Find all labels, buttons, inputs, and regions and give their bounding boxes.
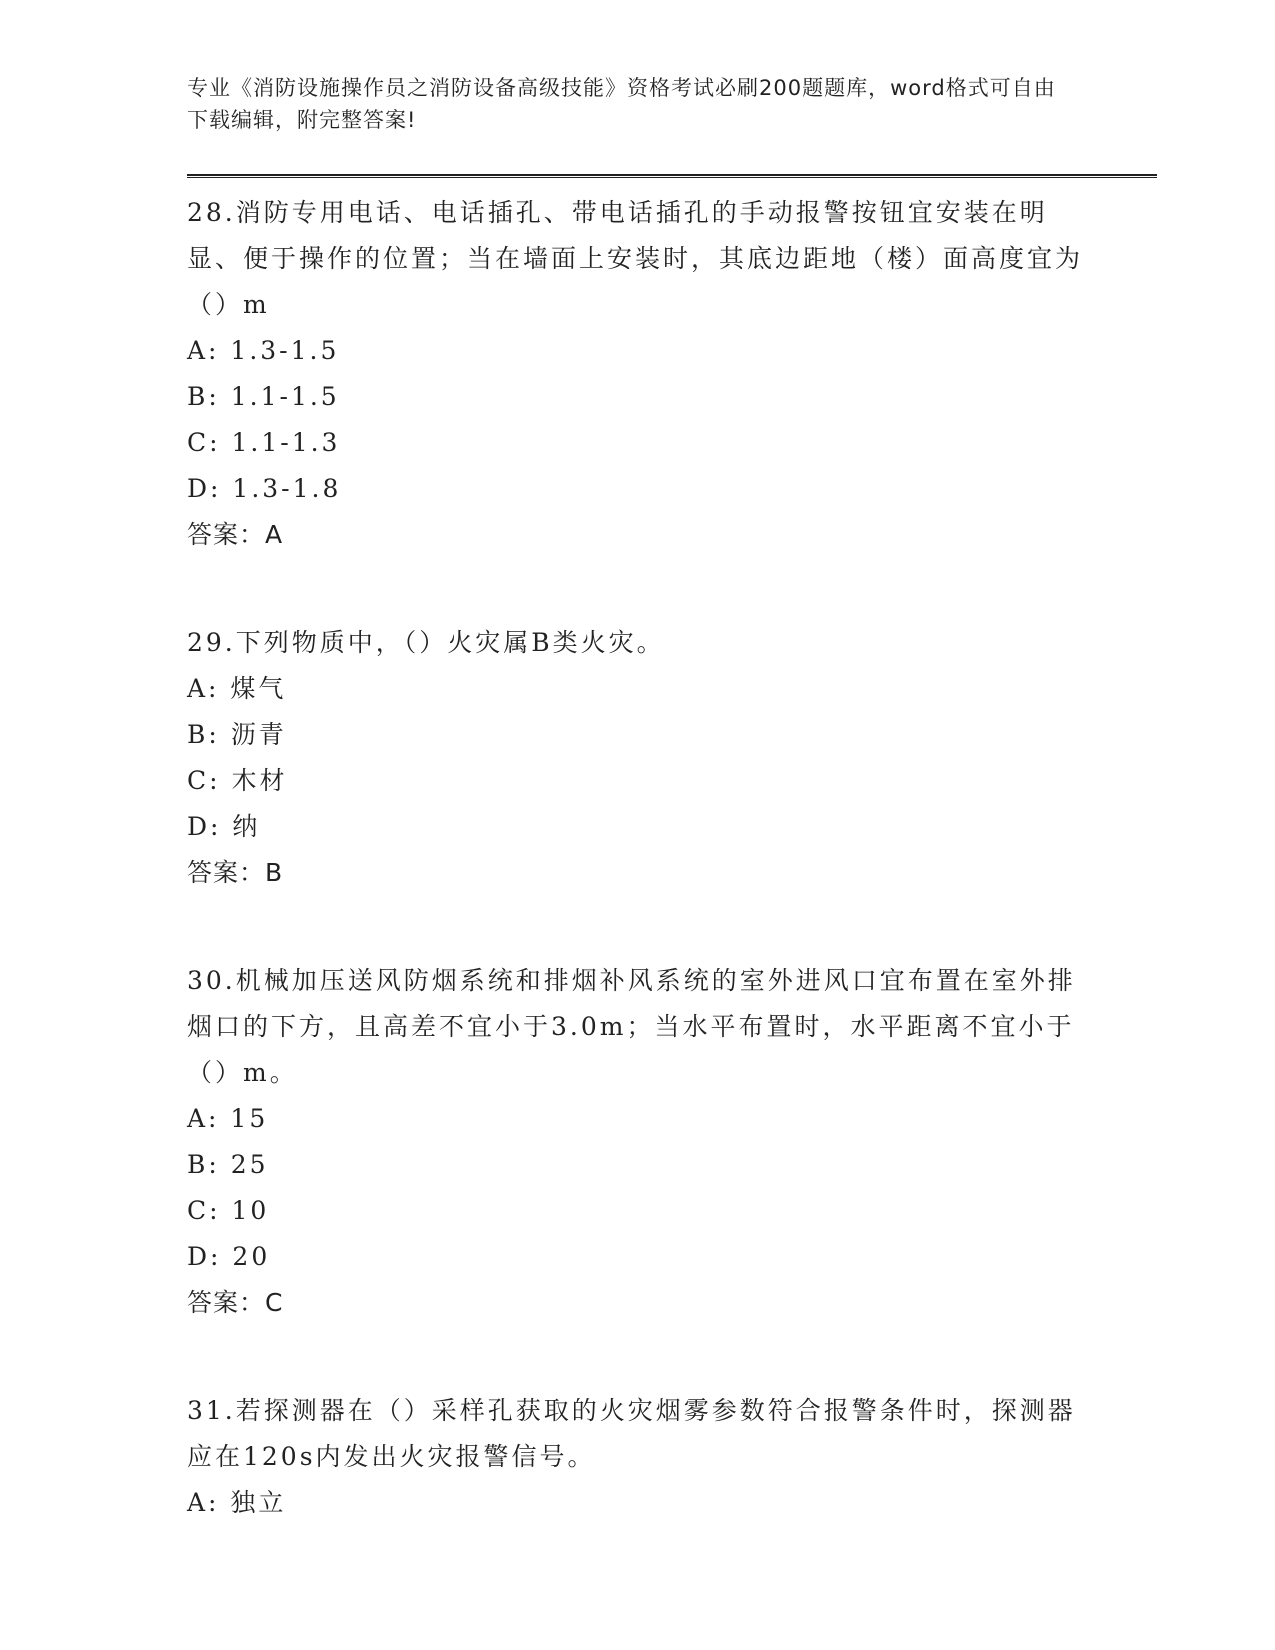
- document-page: [187, 72, 1157, 1526]
- answer-line: 答案：C: [187, 1288, 284, 1317]
- option-c: C: 1.1-1.3: [187, 428, 341, 457]
- question-28: [187, 190, 1157, 558]
- option-b: B: 25: [187, 1150, 269, 1179]
- option-b: B: 沥青: [187, 720, 287, 749]
- question-30: [187, 958, 1157, 1326]
- question-29: [187, 620, 1157, 896]
- question-stem: 28.消防专用电话、电话插孔、带电话插孔的手动报警按钮宜安装在明显、便于操作的位置；当在墙面上安装时，其底边距地（楼）面高度宜为（）m: [187, 198, 1084, 319]
- option-a: A: 煤气: [187, 674, 287, 703]
- question-spacer: [187, 896, 1157, 958]
- option-c: C: 木材: [187, 766, 288, 795]
- question-stem: 30.机械加压送风防烟系统和排烟补风系统的室外进风口宜布置在室外排烟口的下方，且高差不宜小于3.0m；当水平布置时，水平距离不宜小于（）m。: [187, 966, 1076, 1087]
- option-d: D: 纳: [187, 812, 261, 841]
- question-spacer: [187, 1326, 1157, 1388]
- option-a: A: 15: [187, 1104, 269, 1133]
- option-d: D: 20: [187, 1242, 271, 1271]
- option-b: B: 1.1-1.5: [187, 382, 340, 411]
- question-31: [187, 1388, 1157, 1526]
- question-stem: 29.下列物质中，（）火灾属B类火灾。: [187, 628, 665, 657]
- header-divider: [187, 174, 1157, 178]
- document-header: 专业《消防设施操作员之消防设备高级技能》资格考试必刷200题题库，word格式可自由下载编辑，附完整答案!: [187, 76, 1056, 132]
- option-c: C: 10: [187, 1196, 270, 1225]
- option-a: A: 1.3-1.5: [187, 336, 340, 365]
- answer-line: 答案：A: [187, 520, 284, 549]
- option-a: A: 独立: [187, 1488, 287, 1517]
- answer-line: 答案：B: [187, 858, 284, 887]
- option-d: D: 1.3-1.8: [187, 474, 342, 503]
- question-stem: 31.若探测器在（）采样孔获取的火灾烟雾参数符合报警条件时，探测器应在120s内发出火灾报警信号。: [187, 1396, 1076, 1471]
- question-spacer: [187, 558, 1157, 620]
